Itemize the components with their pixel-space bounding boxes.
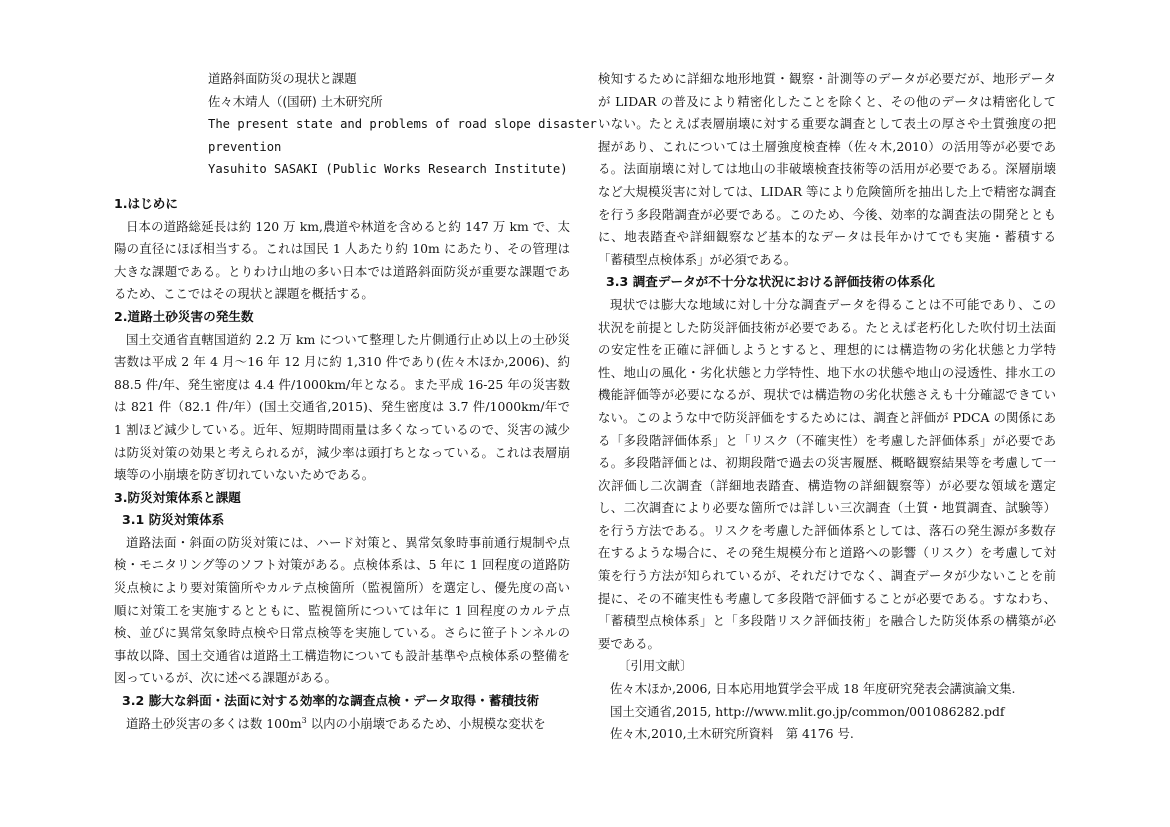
paper-author-jp: 佐々木靖人（(国研) 土木研究所 [208, 93, 383, 109]
section-3-1-heading: 3.1 防災対策体系 [122, 512, 225, 528]
reference-item: 佐々木,2010,土木研究所資料 第 4176 号. [610, 726, 854, 742]
left-column [114, 68, 597, 735]
paper-title-en-line-2: prevention [208, 139, 282, 154]
reference-item: 国土交通省,2015, http://www.mlit.go.jp/common/001086282.pdf [610, 703, 1005, 719]
section-3-2-body-pre: 道路土砂災害の多くは数 100m [126, 715, 302, 731]
paper-title-en-line-1: The present state and problems of road slope disaster [208, 117, 597, 132]
section-2-body: 国土交通省直轄国道約 2.2 万 km について整理した片側通行止め以上の土砂災害数は平成 2 年 4 月～16 年 12 月に約 1,310 件であり(佐々木ほか,2006)、約 88.5 件/年、発生密度は 4.4 件/1000km/年となる。また平成 16-25 年の災害数は 821 件（82.1 件/年）(国土交通省,2015)、発生密度は 3.7 件/1000km/年で 1 割ほど減少している。近年、短期時間雨量は多くなっているので、災害の減少は防災対策の効果と考えられるが，減少率は頭打ちとなっている。これは表層崩壊等の小崩壊を防ぎ切れていないためである。 [114, 331, 570, 483]
right-column [598, 68, 1056, 746]
reference-item: 佐々木ほか,2006, 日本応用地質学会平成 18 年度研究発表会講演論文集. [610, 681, 1016, 697]
references-heading: 〔引用文献〕 [618, 658, 693, 674]
paper-title-jp: 道路斜面防災の現状と課題 [208, 71, 357, 86]
section-3-2-body-post: 以内の小崩壊であるため、小規模な変状を [306, 715, 546, 731]
section-2-heading: 2.道路土砂災害の発生数 [114, 308, 254, 324]
section-3-1-body: 道路法面・斜面の防災対策には、ハード対策と、異常気象時事前通行規制や点検・モニタリング等のソフト対策がある。点検体系は、5 年に 1 回程度の道路防災点検により要対策箇所やカルテ点検箇所（監視箇所）を選定し、優先度の高い順に対策工を実施するとともに、監視箇所については年に 1 回程度のカルテ点検、並びに異常気象時点検や日常点検等を実施している。さらに笹子トンネルの事故以降、国土交通省は道路土工構造物についても設計基準や点検体系の整備を図っているが、次に述べる課題がある。 [114, 534, 570, 686]
section-3-3-heading: 3.3 調査データが不十分な状況における評価技術の体系化 [606, 274, 935, 290]
paper-author-en: Yasuhito SASAKI (Public Works Research Institute) [208, 162, 568, 177]
section-3-2-body-continued: 検知するために詳細な地形地質・観察・計測等のデータが必要だが、地形データが LIDAR の普及により精密化したことを除くと、その他のデータは精密化していない。たとえば表層崩壊に対する重要な調査として表土の厚さや土質強度の把握があり、これについては土層強度検査棒（佐々木,2010）の活用等が必要である。法面崩壊に対しては地山の非破壊検査技術等の活用が必要である。深層崩壊など大規模災害に対しては、LIDAR 等により危険箇所を抽出した上で精密な調査を行う多段階調査が必要である。このため、今後、効率的な調査法の開発とともに、地表踏査や詳細観察など基本的なデータは長年かけてでも実施・蓄積する「蓄積型点検体系」が必須である。 [598, 71, 1056, 267]
section-1-heading: 1.はじめに [114, 195, 178, 211]
section-1-body: 日本の道路総延長は約 120 万 km,農道や林道を含めると約 147 万 km で、太陽の直径にほぼ相当する。これは国民 1 人あたり約 10m にあたり、その管理は大きな課題である。とりわけ山地の多い日本では道路斜面防災が重要な課題であるため、ここではその現状と課題を概括する。 [114, 218, 570, 302]
section-3-3-body: 現状では膨大な地域に対し十分な調査データを得ることは不可能であり、この状況を前提とした防災評価技術が必要である。たとえば老朽化した吹付切土法面の安定性を正確に評価しようとすると、理想的には構造物の劣化状態と力学特性、地山の風化・劣化状態と力学特性、地下水の状態や地山の浸透性、排水工の機能評価等が必要になるが、現状では構造物の劣化状態さえも十分確認できていない。このような中で防災評価をするためには、調査と評価が PDCA の関係にある「多段階評価体系」と「リスク（不確実性）を考慮した評価体系」が必要である。多段階評価とは、初期段階で過去の災害履歴、概略観察結果等を考慮して一次評価し二次調査（詳細地表踏査、構造物の詳細観察等）が必要な領域を選定し、二次調査により必要な箇所では詳しい三次調査（土質・地質調査、試験等）を行う方法である。リスクを考慮した評価体系としては、落石の発生源が多数存在するような場合に、その発生規模分布と道路への影響（リスク）を考慮して対策を行う方法が知られているが、それだけでなく、調査データが少ないことを前提に、その不確実性も考慮して多段階で評価することが必要である。すなわち、「蓄積型点検体系」と「多段階リスク評価技術」を融合した防災体系の構築が必要である。 [598, 296, 1056, 651]
cubic-superscript: 3 [301, 715, 307, 725]
section-3-2-body-start [114, 713, 570, 736]
paper-header [208, 68, 597, 181]
section-3-2-heading: 3.2 膨大な斜面・法面に対する効率的な調査点検・データ取得・蓄積技術 [122, 693, 540, 709]
section-3-heading: 3.防災対策体系と課題 [114, 489, 241, 505]
